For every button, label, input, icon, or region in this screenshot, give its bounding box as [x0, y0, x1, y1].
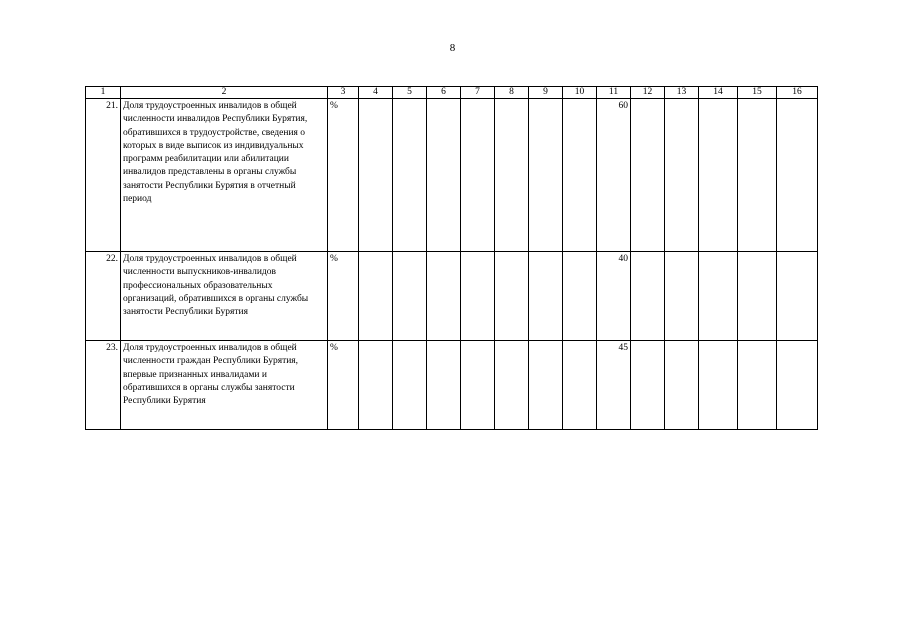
empty-cell — [777, 252, 818, 341]
empty-cell — [461, 341, 495, 430]
column-header: 14 — [699, 87, 738, 99]
row-number: 23. — [86, 341, 121, 430]
value-cell: 45 — [597, 341, 631, 430]
column-header: 12 — [631, 87, 665, 99]
empty-cell — [529, 341, 563, 430]
table-row — [86, 341, 818, 430]
column-header: 8 — [495, 87, 529, 99]
empty-cell — [738, 252, 777, 341]
column-header: 4 — [359, 87, 393, 99]
empty-cell — [359, 252, 393, 341]
empty-cell — [665, 99, 699, 252]
empty-cell — [495, 252, 529, 341]
empty-cell — [665, 252, 699, 341]
table-row — [86, 252, 818, 341]
empty-cell — [631, 341, 665, 430]
column-header: 3 — [328, 87, 359, 99]
unit-cell: % — [328, 99, 359, 252]
value-cell: 60 — [597, 99, 631, 252]
column-header: 10 — [563, 87, 597, 99]
row-number: 21. — [86, 99, 121, 252]
unit-cell: % — [328, 341, 359, 430]
column-header: 7 — [461, 87, 495, 99]
row-number: 22. — [86, 252, 121, 341]
indicators-table — [85, 86, 818, 430]
empty-cell — [461, 99, 495, 252]
empty-cell — [665, 341, 699, 430]
value-cell: 40 — [597, 252, 631, 341]
empty-cell — [495, 341, 529, 430]
empty-cell — [699, 99, 738, 252]
column-header: 16 — [777, 87, 818, 99]
indicator-name: Доля трудоустроенных инвалидов в общей численности выпускников-инвалидов профессиональных образовательных организаций, обратившихся в органы службы занятости Республики Бурятия — [121, 252, 328, 341]
indicator-name: Доля трудоустроенных инвалидов в общей численности инвалидов Республики Бурятия, обратившихся в трудоустройстве, сведения о которых в виде выписок из индивидуальных программ реабилитации или абилитации инвалидов представлены в органы службы занятости Республики Бурятия в отчетный период — [121, 99, 328, 252]
empty-cell — [777, 99, 818, 252]
column-header: 9 — [529, 87, 563, 99]
column-header: 5 — [393, 87, 427, 99]
empty-cell — [738, 341, 777, 430]
empty-cell — [393, 99, 427, 252]
empty-cell — [699, 341, 738, 430]
column-header: 13 — [665, 87, 699, 99]
column-header: 11 — [597, 87, 631, 99]
page-number: 8 — [449, 42, 456, 54]
column-header: 6 — [427, 87, 461, 99]
empty-cell — [393, 341, 427, 430]
empty-cell — [529, 99, 563, 252]
empty-cell — [563, 99, 597, 252]
empty-cell — [738, 99, 777, 252]
indicator-name: Доля трудоустроенных инвалидов в общей численности граждан Республики Бурятия, впервые признанных инвалидами и обратившихся в органы службы занятости Республики Бурятия — [121, 341, 328, 430]
column-header: 15 — [738, 87, 777, 99]
empty-cell — [359, 99, 393, 252]
empty-cell — [359, 341, 393, 430]
table-row — [86, 99, 818, 252]
empty-cell — [563, 252, 597, 341]
empty-cell — [427, 252, 461, 341]
empty-cell — [777, 341, 818, 430]
column-header: 2 — [121, 87, 328, 99]
empty-cell — [427, 341, 461, 430]
empty-cell — [495, 99, 529, 252]
column-header: 1 — [86, 87, 121, 99]
empty-cell — [427, 99, 461, 252]
empty-cell — [563, 341, 597, 430]
empty-cell — [393, 252, 427, 341]
empty-cell — [631, 252, 665, 341]
empty-cell — [529, 252, 563, 341]
unit-cell: % — [328, 252, 359, 341]
empty-cell — [461, 252, 495, 341]
header-row — [86, 87, 818, 99]
empty-cell — [699, 252, 738, 341]
empty-cell — [631, 99, 665, 252]
